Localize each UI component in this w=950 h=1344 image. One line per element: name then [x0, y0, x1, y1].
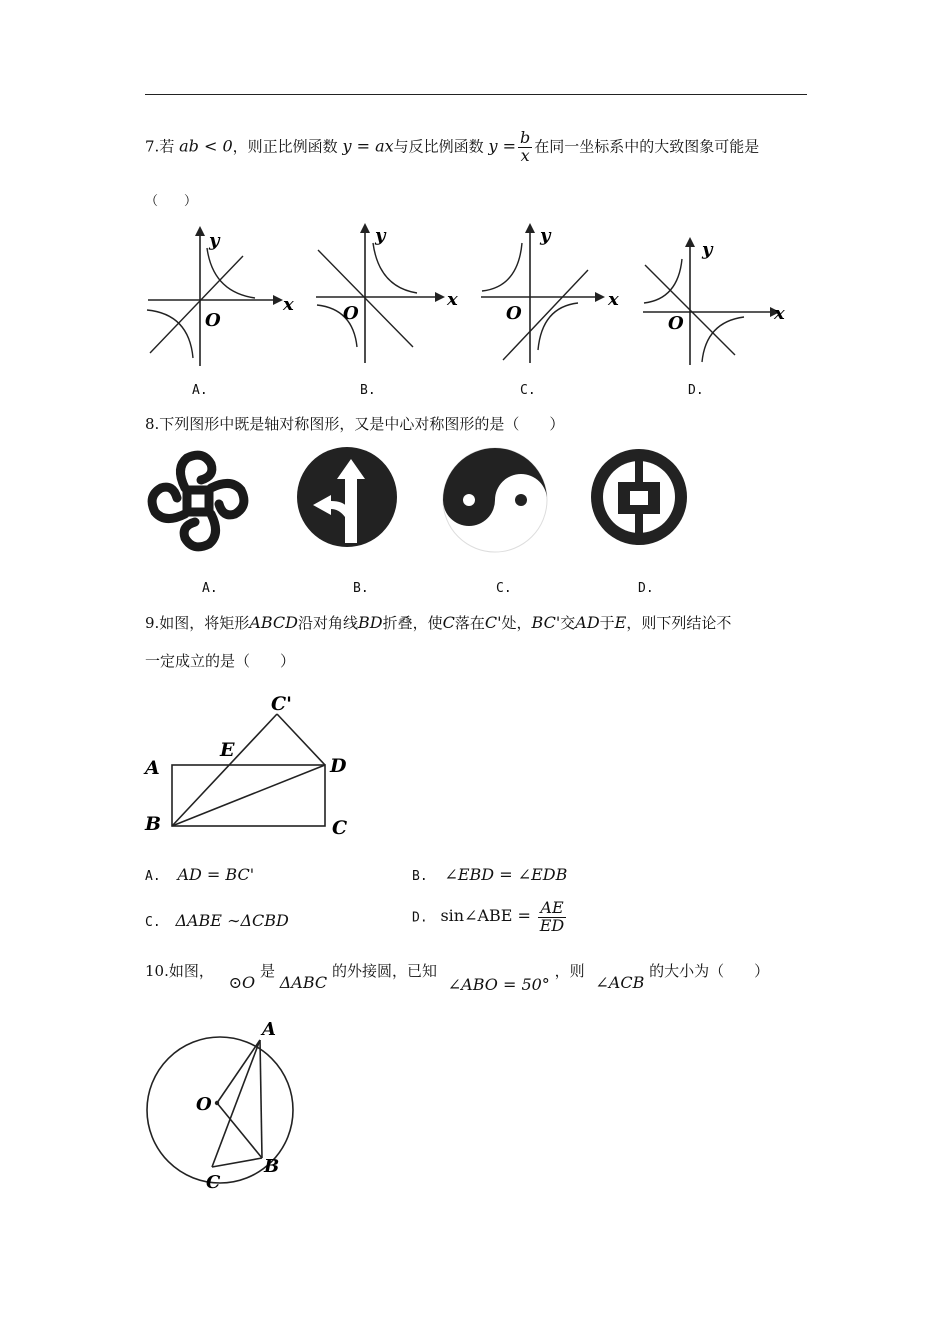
svg-text:A: A [262, 1019, 276, 1040]
svg-text:B: B [264, 1156, 280, 1177]
svg-text:O: O [506, 303, 522, 324]
svg-text:D: D [330, 755, 347, 777]
svg-text:C: C [332, 817, 348, 839]
q8-option-b: B. [353, 581, 369, 596]
svg-text:B: B [145, 813, 162, 835]
q7-option-a: A. [192, 383, 208, 398]
q10-circle-figure [140, 1015, 310, 1195]
q9-stem-line2: 一定成立的是（ ） [145, 652, 296, 670]
header-rule [145, 94, 807, 95]
svg-text:x: x [283, 294, 294, 315]
q9-stem: 9.如图，将矩形ABCD沿对角线BD折叠，使C落在C'处，BC'交AD于E，则下列结论不 [145, 613, 732, 632]
q7-option-c: C. [520, 383, 536, 398]
q7-stem: 7.若 ab < 0，则正比例函数 y = ax与反比例函数 y = $\frac{b}{x}$ 在同一坐标系中的大致图象可能是 [145, 128, 760, 165]
svg-text:y: y [702, 239, 713, 260]
svg-text:O: O [196, 1094, 212, 1115]
svg-text:y: y [209, 230, 220, 251]
q9-option-a: A. AD = BC' [145, 865, 255, 884]
q8-option-a: A. [202, 581, 218, 596]
svg-text:E: E [220, 739, 235, 761]
q9-rectangle-figure [140, 690, 370, 840]
q7-graph-c [478, 225, 619, 365]
svg-text:C': C' [271, 693, 292, 715]
svg-text:C: C [206, 1172, 221, 1193]
q10-stem: 10.如图， ⊙O 是 ΔABC 的外接圆，已知 ∠ABO = 50° ，则 ∠ACB 的大小为（ ） [145, 962, 770, 994]
knot-symbol-icon [145, 448, 255, 553]
svg-text:y: y [540, 225, 551, 246]
q8-option-c: C. [496, 581, 512, 596]
q8-option-d: D. [638, 581, 654, 596]
q7-fraction: $\frac{b}{x}$ [519, 128, 531, 165]
q9-option-b: B. ∠EBD = ∠EDB [412, 865, 568, 884]
svg-text:x: x [447, 289, 458, 310]
svg-text:O: O [343, 303, 359, 324]
svg-text:O: O [205, 310, 221, 331]
q9-optD-fraction: $\frac{AE}{ED}$ [539, 898, 565, 935]
turn-sign-icon [295, 443, 400, 553]
svg-text:A: A [145, 757, 160, 779]
q8-stem: 8.下列图形中既是轴对称图形，又是中心对称图形的是（ ） [145, 415, 565, 433]
yin-yang-icon [440, 445, 550, 555]
q7-option-d: D. [688, 383, 704, 398]
svg-text:x: x [774, 303, 785, 324]
q7-option-b: B. [360, 383, 376, 398]
q7-graph-b [313, 225, 458, 365]
q7-graph-d [640, 237, 790, 367]
svg-text:x: x [608, 289, 619, 310]
coin-symbol-icon [590, 448, 690, 548]
q9-option-c: C. ΔABE ∼ΔCBD [145, 911, 289, 930]
svg-text:O: O [668, 313, 684, 334]
svg-text:y: y [375, 225, 386, 246]
q7-answer-paren: （ ） [145, 194, 198, 209]
q7-graph-a [145, 228, 294, 368]
q9-option-d: D. sin∠ABE = $\frac{AE}{ED}$ [412, 898, 565, 935]
